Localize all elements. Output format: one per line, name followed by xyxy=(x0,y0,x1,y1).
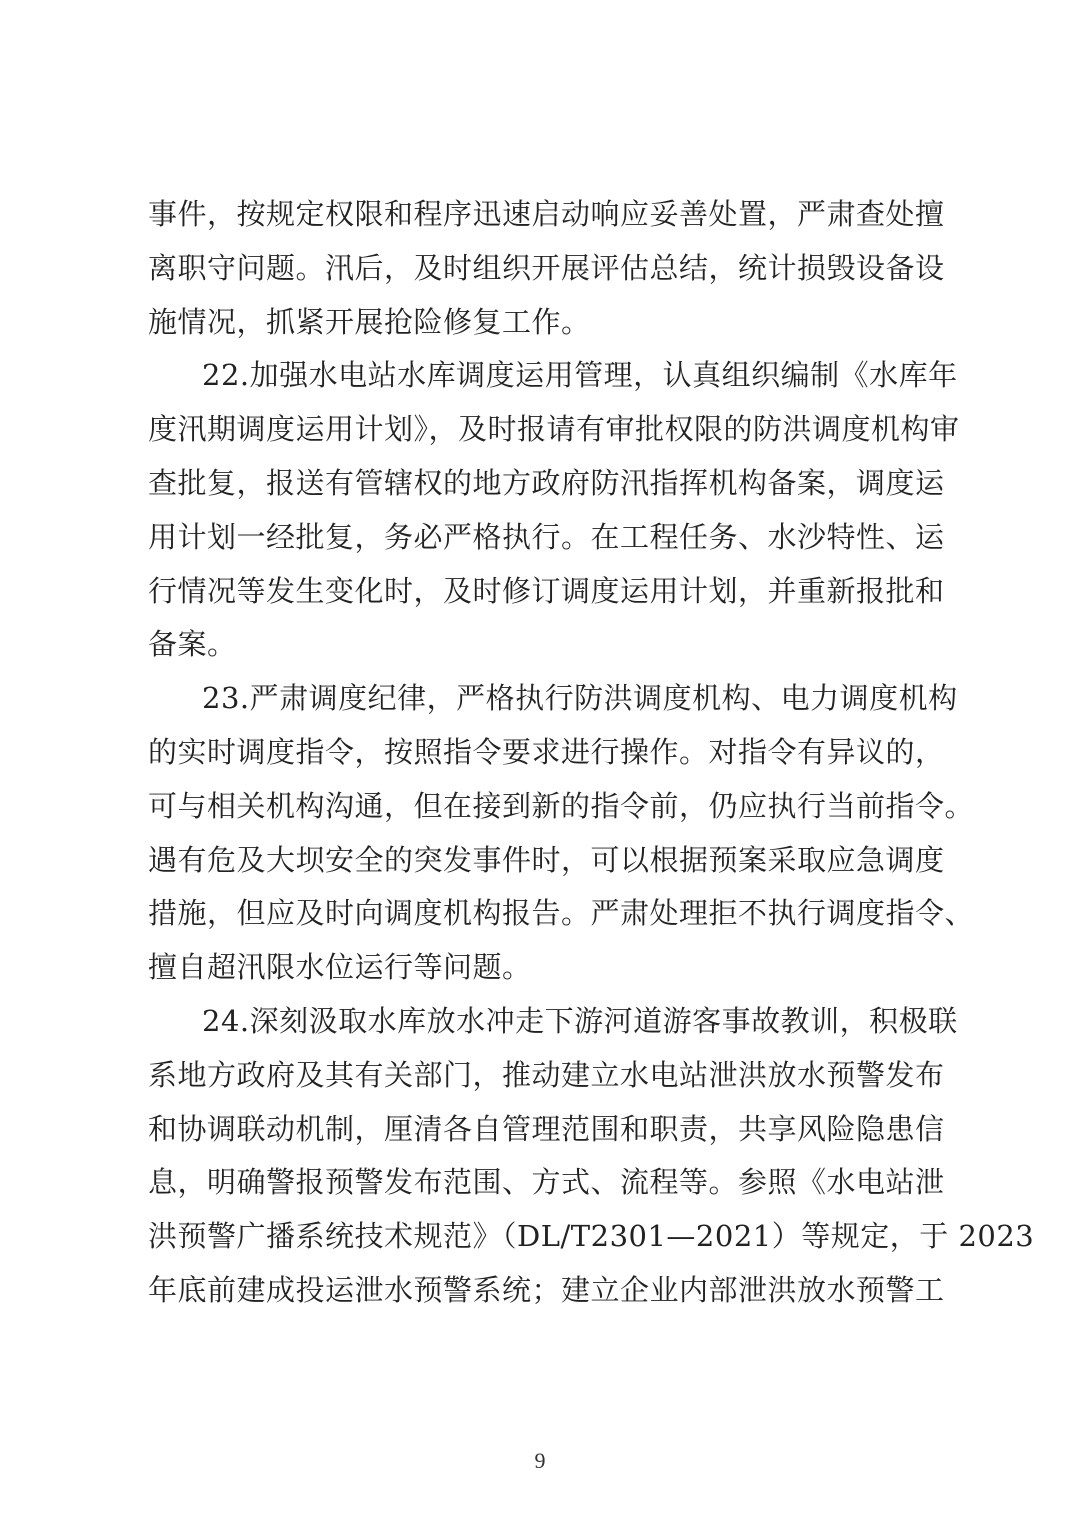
paragraph-21-continued xyxy=(148,188,945,349)
page-number: 9 xyxy=(534,1448,546,1473)
text-line: 行情况等发生变化时，及时修订调度运用计划，并重新报批和 xyxy=(148,573,945,608)
text-line: 系地方政府及其有关部门，推动建立水电站泄洪放水预警发布 xyxy=(148,1057,945,1092)
text-line: 可与相关机构沟通，但在接到新的指令前，仍应执行当前指令。 xyxy=(148,788,975,823)
paragraph-24 xyxy=(148,995,1035,1318)
text-line: 和协调联动机制，厘清各自管理范围和职责，共享风险隐患信 xyxy=(148,1111,945,1146)
text-line: 24.深刻汲取水库放水冲走下游河道游客事故教训，积极联 xyxy=(202,1003,958,1038)
paragraph-22 xyxy=(148,349,960,672)
text-line: 事件，按规定权限和程序迅速启动响应妥善处置，严肃查处擅 xyxy=(148,197,945,231)
text-line: 23.严肃调度纪律，严格执行防洪调度机构、电力调度机构 xyxy=(202,681,958,716)
text-line: 遇有危及大坝安全的突发事件时，可以根据预案采取应急调度 xyxy=(148,842,945,877)
text-line: 备案。 xyxy=(148,627,237,662)
text-line: 查批复，报送有管辖权的地方政府防汛指挥机构备案，调度运 xyxy=(148,465,945,500)
text-line: 施情况，抓紧开展抢险修复工作。 xyxy=(148,304,591,339)
text-line: 22.加强水电站水库调度运用管理，认真组织编制《水库年 xyxy=(202,358,958,393)
text-line: 离职守问题。汛后，及时组织开展评估总结，统计损毁设备设 xyxy=(148,250,945,285)
paragraph-23 xyxy=(148,672,975,995)
text-line: 措施，但应及时向调度机构报告。严肃处理拒不执行调度指令、 xyxy=(148,896,975,931)
text-line: 擅自超汛限水位运行等问题。 xyxy=(148,950,532,985)
text-line: 的实时调度指令，按照指令要求进行操作。对指令有异议的， xyxy=(148,734,945,769)
text-line: 用计划一经批复，务必严格执行。在工程任务、水沙特性、运 xyxy=(148,519,945,554)
text-line: 洪预警广播系统技术规范》（DL/T2301—2021）等规定，于 2023 xyxy=(148,1219,1035,1254)
text-line: 息，明确警报预警发布范围、方式、流程等。参照《水电站泄 xyxy=(148,1165,945,1200)
text-line: 年底前建成投运泄水预警系统；建立企业内部泄洪放水预警工 xyxy=(148,1272,945,1307)
body-text xyxy=(148,188,1035,1318)
text-line: 度汛期调度运用计划》，及时报请有审批权限的防洪调度机构审 xyxy=(148,412,960,447)
